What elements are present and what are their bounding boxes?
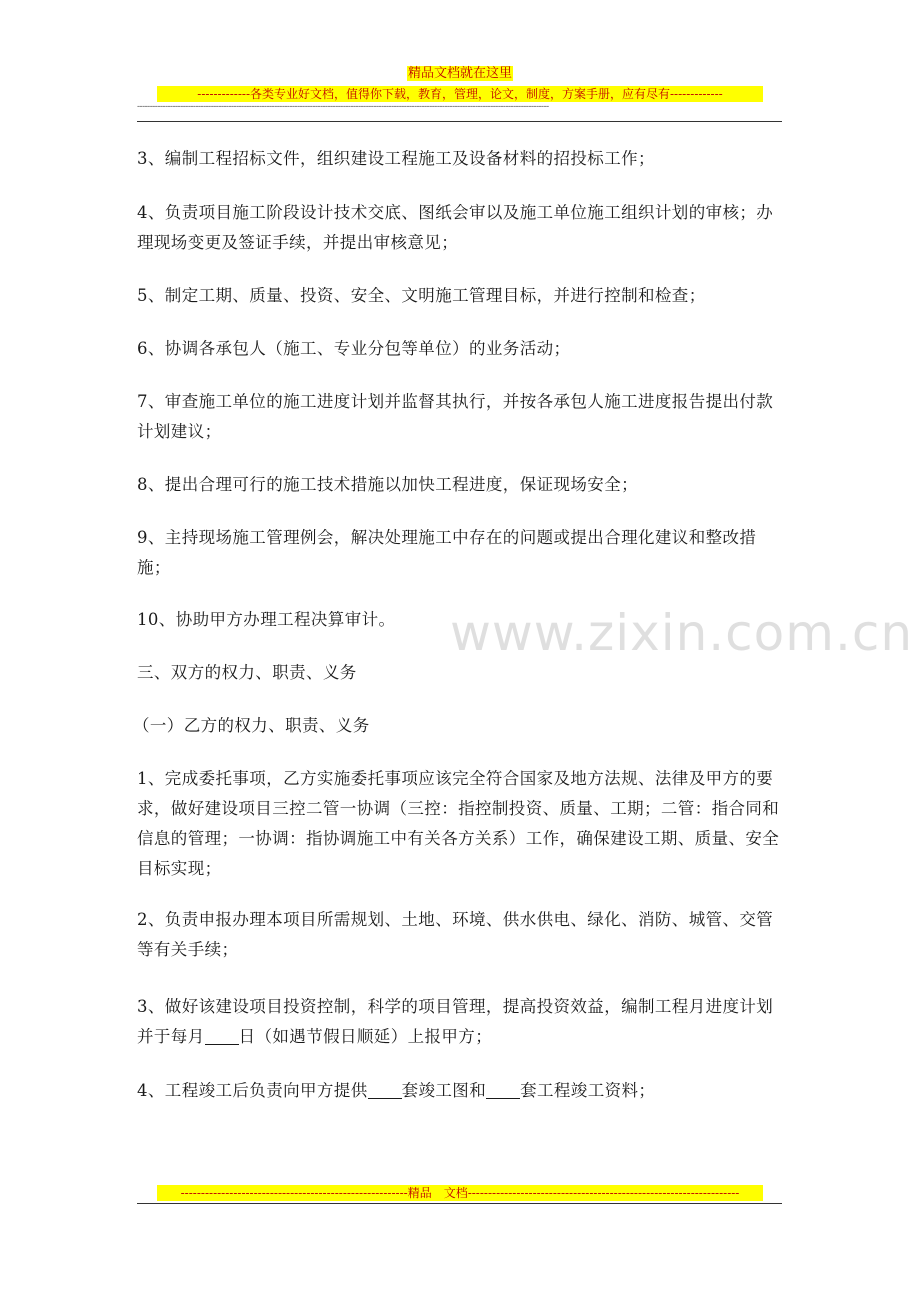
footer-rule: [137, 1203, 782, 1204]
duty-item-3-text-a: 3、做好该建设项目投资控制，科学的项目管理，提高投资效益，编制工程月进度计划并于每月: [137, 997, 774, 1046]
duty-item-2: 2、负责申报办理本项目所需规划、土地、环境、供水供电、绿化、消防、城管、交管等有关手续；: [137, 910, 774, 959]
header-dash-line: ------------------------------------------------------------------------------------------------------------------------------------------------------------------: [137, 102, 549, 112]
duty-item-3: [137, 992, 782, 1052]
header-title-text: 精品文档就在这里: [407, 66, 512, 81]
paragraph-item-7: 7、审查施工单位的施工进度计划并监督其执行，并按各承包人施工进度报告提出付款计划建议；: [137, 392, 774, 441]
paragraph-item-9: 9、主持现场施工管理例会，解决处理施工中存在的问题或提出合理化建议和整改措施；: [137, 528, 757, 577]
watermark: www.zixin.com.cn: [450, 604, 914, 662]
duty-item-4-text-a: 4、工程竣工后负责向甲方提供: [137, 1081, 368, 1100]
blank-drawing-sets: [368, 1080, 402, 1099]
header-subtitle: -------------各类专业好文档，值得你下载，教育，管理，论文，制度，方案手册，应有尽有-------------: [157, 86, 763, 102]
duty-item-4-text-b: 套竣工图和: [401, 1081, 487, 1100]
duty-item-4-text-c: 套工程竣工资料；: [520, 1081, 656, 1100]
footer-text: --------------------------------------------------------精品 文档-------------------------------------------------------------------: [157, 1185, 763, 1201]
duty-item-3-text-b: 日（如遇节假日顺延）上报甲方；: [238, 1027, 493, 1046]
blank-day-field: [205, 1026, 239, 1045]
section-heading: 三、双方的权力、职责、义务: [137, 663, 357, 682]
paragraph-item-8: 8、提出合理可行的施工技术措施以加快工程进度，保证现场安全；: [137, 475, 638, 494]
blank-document-sets: [486, 1080, 520, 1099]
paragraph-item-10: 10、协助甲方办理工程决算审计。: [137, 610, 396, 629]
header-rule: [137, 121, 782, 122]
duty-item-1: 1、完成委托事项，乙方实施委托事项应该完全符合国家及地方法规、法律及甲方的要求，做好建设项目三控二管一协调（三控：指控制投资、质量、工期；二管：指合同和信息的管理；一协调：指协调施工中有关各方关系）工作，确保建设工期、质量、安全目标实现；: [137, 769, 780, 878]
paragraph-item-6: 6、协调各承包人（施工、专业分包等单位）的业务活动；: [137, 339, 571, 358]
subsection-heading: （一）乙方的权力、职责、义务: [133, 716, 370, 735]
paragraph-item-5: 5、制定工期、质量、投资、安全、文明施工管理目标，并进行控制和检查；: [137, 286, 706, 305]
paragraph-item-3: 3、编制工程招标文件，组织建设工程施工及设备材料的招投标工作；: [137, 149, 655, 168]
paragraph-item-4: 4、负责项目施工阶段设计技术交底、图纸会审以及施工单位施工组织计划的审核；办理现场变更及签证手续，并提出审核意见；: [137, 203, 774, 252]
duty-item-4: [137, 1076, 782, 1106]
header-title: [0, 66, 920, 82]
